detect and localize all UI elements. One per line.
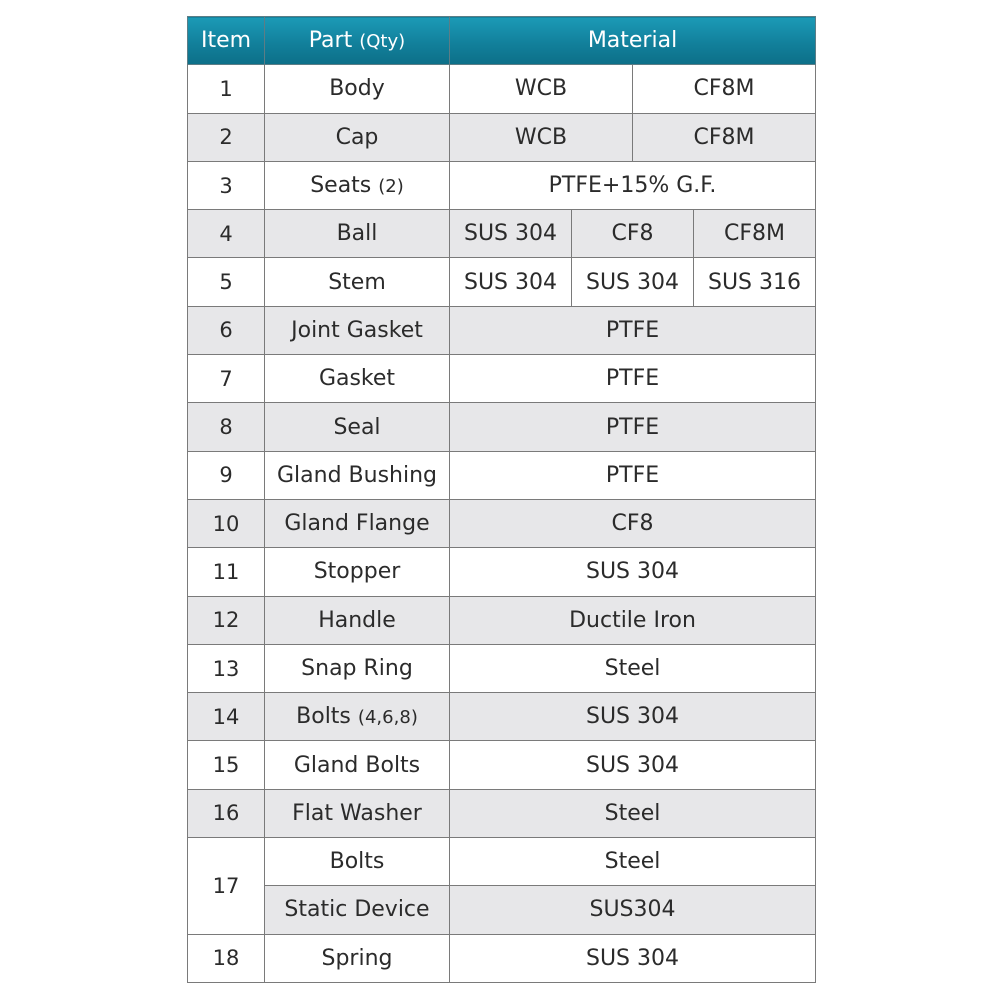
material-cell: SUS 304 — [450, 210, 572, 258]
part-cell: Flat Washer — [265, 789, 450, 837]
part-label: Seats — [310, 173, 372, 199]
part-cell: Seal — [265, 403, 450, 451]
table-row — [188, 596, 816, 644]
part-cell: Spring — [265, 934, 450, 982]
item-cell: 13 — [188, 644, 265, 692]
parts-material-table — [187, 16, 816, 983]
item-cell: 5 — [188, 258, 265, 306]
part-cell: Snap Ring — [265, 644, 450, 692]
header-material: Material — [450, 17, 816, 65]
material-cell: Steel — [450, 789, 816, 837]
table-row — [188, 161, 816, 209]
table-row — [188, 451, 816, 499]
part-cell: Bolts — [265, 838, 450, 886]
material-cell: PTFE — [450, 403, 816, 451]
table-row — [188, 65, 816, 113]
material-cell: WCB — [450, 113, 633, 161]
table-row — [188, 499, 816, 547]
item-cell: 4 — [188, 210, 265, 258]
material-cell: SUS 316 — [694, 258, 816, 306]
material-cell: SUS 304 — [572, 258, 694, 306]
part-cell: Ball — [265, 210, 450, 258]
material-cell: Steel — [450, 644, 816, 692]
table-row — [188, 934, 816, 982]
part-cell: Joint Gasket — [265, 306, 450, 354]
table-row — [188, 210, 816, 258]
item-cell: 6 — [188, 306, 265, 354]
header-part-qty: (Qty) — [359, 31, 406, 53]
material-cell: CF8M — [694, 210, 816, 258]
part-cell: Gland Bushing — [265, 451, 450, 499]
table-row — [188, 838, 816, 886]
item-cell: 8 — [188, 403, 265, 451]
material-cell: WCB — [450, 65, 633, 113]
item-cell: 7 — [188, 355, 265, 403]
material-cell: CF8 — [572, 210, 694, 258]
material-cell: Ductile Iron — [450, 596, 816, 644]
item-cell: 15 — [188, 741, 265, 789]
item-cell: 14 — [188, 693, 265, 741]
table-row — [188, 403, 816, 451]
table-row — [188, 306, 816, 354]
material-cell: SUS 304 — [450, 548, 816, 596]
part-cell — [265, 693, 450, 741]
item-cell: 16 — [188, 789, 265, 837]
item-cell: 10 — [188, 499, 265, 547]
table-row — [188, 548, 816, 596]
header-part — [265, 17, 450, 65]
item-cell: 2 — [188, 113, 265, 161]
table-row — [188, 355, 816, 403]
material-cell: SUS304 — [450, 886, 816, 934]
table-row — [188, 258, 816, 306]
material-cell: SUS 304 — [450, 741, 816, 789]
material-cell: CF8M — [633, 113, 816, 161]
part-cell: Stem — [265, 258, 450, 306]
table-header-row — [188, 17, 816, 65]
part-cell — [265, 161, 450, 209]
table-row — [188, 644, 816, 692]
part-cell: Gasket — [265, 355, 450, 403]
part-cell: Cap — [265, 113, 450, 161]
part-cell: Static Device — [265, 886, 450, 934]
material-cell: SUS 304 — [450, 934, 816, 982]
table-row — [188, 693, 816, 741]
material-cell: PTFE+15% G.F. — [450, 161, 816, 209]
part-label: Bolts — [296, 704, 351, 730]
material-cell: Steel — [450, 838, 816, 886]
item-cell: 11 — [188, 548, 265, 596]
part-cell: Gland Flange — [265, 499, 450, 547]
item-cell: 12 — [188, 596, 265, 644]
material-cell: CF8 — [450, 499, 816, 547]
part-cell: Gland Bolts — [265, 741, 450, 789]
table-row — [188, 741, 816, 789]
item-cell: 9 — [188, 451, 265, 499]
header-item: Item — [188, 17, 265, 65]
material-cell: SUS 304 — [450, 693, 816, 741]
item-cell: 3 — [188, 161, 265, 209]
part-cell: Handle — [265, 596, 450, 644]
material-cell: PTFE — [450, 451, 816, 499]
material-cell: PTFE — [450, 355, 816, 403]
item-cell: 18 — [188, 934, 265, 982]
material-cell: PTFE — [450, 306, 816, 354]
item-cell: 1 — [188, 65, 265, 113]
item-cell: 17 — [188, 838, 265, 935]
material-cell: SUS 304 — [450, 258, 572, 306]
header-part-label: Part — [308, 28, 353, 54]
part-qty: (4,6,8) — [357, 707, 418, 729]
table-row — [188, 886, 816, 934]
part-cell: Body — [265, 65, 450, 113]
table-row — [188, 113, 816, 161]
part-qty: (2) — [378, 176, 404, 198]
material-cell: CF8M — [633, 65, 816, 113]
table-row — [188, 789, 816, 837]
part-cell: Stopper — [265, 548, 450, 596]
